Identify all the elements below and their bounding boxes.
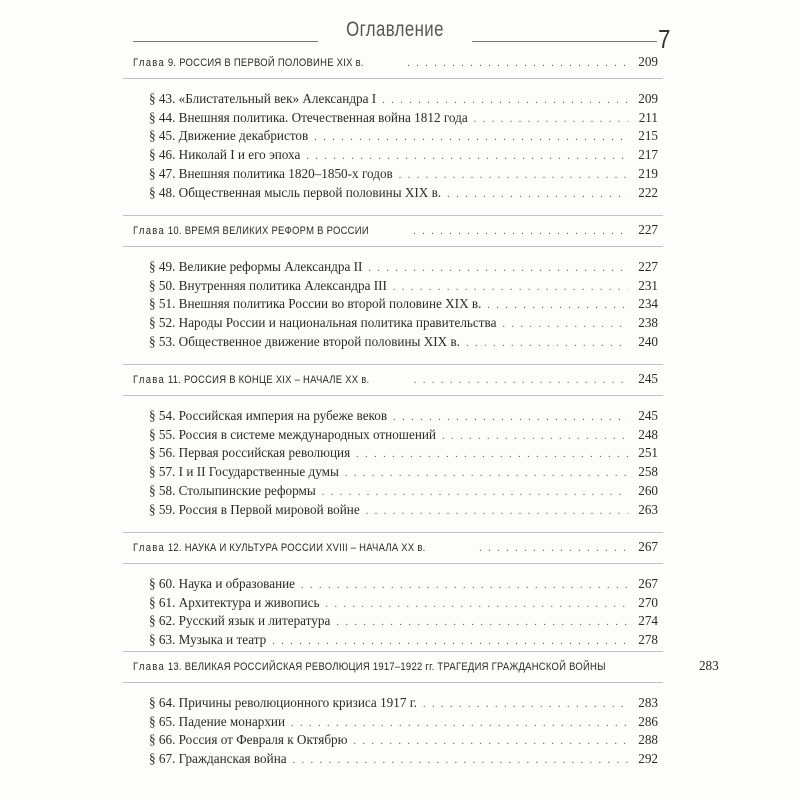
dot-leader (414, 375, 628, 386)
toc-entry[interactable] (149, 166, 658, 184)
dot-leader (393, 412, 628, 423)
entry-page: 263 (638, 501, 658, 517)
chapter-divider (123, 682, 663, 683)
entry-title: § 62. Русский язык и литература (149, 613, 331, 629)
dot-leader (382, 95, 628, 106)
chapter-divider (123, 78, 663, 79)
entry-title: § 53. Общественное движение второй половины XIX в. (149, 333, 460, 349)
entry-title: § 50. Внутренняя политика Александра III (149, 277, 387, 293)
dot-leader (466, 338, 628, 349)
entry-page: 278 (638, 632, 658, 648)
dot-leader (336, 617, 628, 628)
chapter-prefix: Глава (133, 542, 166, 554)
entry-page: 270 (638, 594, 658, 610)
toc-entry[interactable] (149, 427, 658, 445)
toc-entry[interactable] (149, 445, 658, 463)
chapter-title (133, 661, 606, 673)
dot-leader (345, 468, 628, 479)
entry-page: 238 (638, 315, 658, 331)
toc-entry[interactable] (149, 128, 658, 146)
chapter-prefix: Глава (133, 661, 166, 673)
dot-leader (393, 282, 628, 293)
entry-title: § 59. Россия в Первой мировой войне (149, 501, 360, 517)
entry-page: 251 (638, 445, 658, 461)
dot-leader (487, 300, 628, 311)
entry-page: 258 (638, 464, 658, 480)
chapter-heading[interactable] (133, 371, 658, 389)
chapter-name: 10. ВРЕМЯ ВЕЛИКИХ РЕФОРМ В РОССИИ (167, 225, 369, 237)
dot-leader (314, 132, 628, 143)
chapter-heading[interactable] (133, 54, 658, 72)
toc-entry[interactable] (149, 483, 658, 501)
toc-entry[interactable] (149, 595, 658, 613)
entry-page: 260 (638, 482, 658, 498)
entry-title: § 44. Внешняя политика. Отечественная война 1812 года (149, 109, 468, 125)
chapter-title (133, 542, 426, 554)
toc-entry[interactable] (149, 334, 658, 352)
chapter-divider (123, 246, 663, 247)
dot-leader (479, 543, 628, 554)
dot-leader (399, 170, 628, 181)
toc-entry[interactable] (149, 259, 658, 277)
page-number: 7 (658, 24, 671, 54)
chapter-title (133, 57, 364, 69)
chapter-title (133, 374, 369, 386)
toc-entry[interactable] (149, 278, 658, 296)
chapter-divider (123, 364, 663, 365)
entry-title: § 54. Российская империя на рубеже веков (149, 408, 388, 423)
chapter-prefix: Глава (133, 57, 166, 69)
chapter-prefix: Глава (133, 225, 166, 237)
entry-page: 267 (638, 576, 658, 591)
chapter-page: 227 (638, 222, 658, 237)
toc-entry[interactable] (149, 613, 658, 631)
dot-leader (366, 506, 628, 517)
dot-leader (322, 487, 628, 498)
entry-page: 231 (638, 277, 658, 293)
entry-title: § 60. Наука и образование (149, 576, 296, 591)
toc-entry[interactable] (149, 576, 658, 594)
entry-title: § 56. Первая российская революция (149, 445, 351, 461)
chapter-page: 245 (638, 371, 658, 386)
dot-leader (423, 699, 628, 710)
entry-title: § 51. Внешняя политика России во второй половине XIX в. (149, 296, 482, 312)
entry-title: § 57. I и II Государственные думы (149, 464, 339, 480)
chapter-divider (123, 395, 663, 396)
chapter-name: 12. НАУКА И КУЛЬТУРА РОССИИ XVIII – НАЧАЛА XX в. (167, 542, 426, 554)
header-rule-right (472, 41, 657, 42)
chapter-name: 11. РОССИЯ В КОНЦЕ XIX – НАЧАЛЕ XX в. (167, 374, 370, 386)
dot-leader (272, 636, 628, 647)
dot-leader (474, 114, 628, 125)
dot-leader (353, 736, 628, 747)
chapter-title (133, 225, 369, 237)
entry-title: § 48. Общественная мысль первой половины XIX в. (149, 184, 442, 200)
entry-page: 227 (638, 259, 658, 274)
toc-entry[interactable] (149, 296, 658, 314)
dot-leader (447, 189, 628, 200)
dot-leader (293, 755, 628, 766)
toc-entry[interactable] (149, 185, 658, 203)
dot-leader (291, 718, 628, 729)
entry-page: 222 (638, 184, 658, 200)
entry-title: § 67. Гражданская война (149, 751, 287, 767)
entry-page: 211 (638, 109, 658, 125)
toc-entry[interactable] (149, 464, 658, 482)
entry-title: § 66. Россия от Февраля к Октябрю (149, 732, 348, 748)
entry-title: § 55. Россия в системе международных отношений (149, 426, 436, 442)
dot-leader (407, 58, 628, 69)
chapter-divider (123, 651, 663, 652)
entry-page: 274 (638, 613, 658, 629)
chapter-divider (123, 532, 663, 533)
entry-page: 219 (638, 165, 658, 181)
toc-entry[interactable] (149, 315, 658, 333)
entry-page: 245 (638, 408, 658, 423)
entry-title: § 46. Николай I и его эпоха (149, 147, 301, 163)
dot-leader (502, 319, 628, 330)
chapter-divider (123, 215, 663, 216)
chapter-prefix: Глава (133, 374, 166, 386)
entry-title: § 43. «Блистательный век» Александра I (149, 91, 377, 106)
entry-page: 248 (638, 426, 658, 442)
chapter-heading[interactable] (133, 658, 719, 676)
entry-title: § 58. Столыпинские реформы (149, 482, 316, 498)
toc-entry[interactable] (149, 91, 658, 109)
chapter-page: 209 (638, 54, 658, 69)
entry-page: 286 (638, 713, 658, 729)
entry-page: 234 (638, 296, 658, 312)
page-title: Оглавление (346, 18, 444, 41)
entry-title: § 45. Движение декабристов (149, 128, 309, 144)
entry-title: § 52. Народы России и национальная политика правительства (149, 315, 497, 331)
chapter-name: 13. ВЕЛИКАЯ РОССИЙСКАЯ РЕВОЛЮЦИЯ 1917–1922 гг. ТРАГЕДИЯ ГРАЖДАНСКОЙ ВОЙНЫ (167, 661, 606, 673)
chapter-page: 267 (638, 539, 658, 554)
toc-entry[interactable] (149, 732, 658, 750)
dot-leader (368, 263, 628, 274)
entry-page: 209 (638, 91, 658, 106)
toc-entry[interactable] (149, 110, 658, 128)
entry-title: § 64. Причины революционного кризиса 1917 г. (149, 695, 417, 710)
entry-page: 217 (638, 147, 658, 163)
entry-title: § 47. Внешняя политика 1820–1850-х годов (149, 165, 393, 181)
toc-entry[interactable] (149, 147, 658, 165)
page-header (133, 18, 657, 48)
toc-entry[interactable] (149, 714, 658, 732)
dot-leader (442, 431, 628, 442)
chapter-name: 9. РОССИЯ В ПЕРВОЙ ПОЛОВИНЕ XIX в. (167, 57, 364, 69)
chapter-heading[interactable] (133, 539, 658, 557)
chapter-divider (123, 563, 663, 564)
entry-title: § 61. Архитектура и живопись (149, 594, 320, 610)
entry-page: 288 (638, 732, 658, 748)
toc-entry[interactable] (149, 751, 658, 769)
dot-leader (413, 226, 628, 237)
toc-entry[interactable] (149, 408, 658, 426)
entry-page: 283 (638, 695, 658, 710)
toc-entry[interactable] (149, 632, 658, 650)
toc-entry[interactable] (149, 695, 658, 713)
dot-leader (306, 151, 628, 162)
chapter-heading[interactable] (133, 222, 658, 240)
entry-page: 292 (638, 751, 658, 767)
toc-entry[interactable] (149, 502, 658, 520)
entry-title: § 65. Падение монархии (149, 713, 286, 729)
entry-title: § 49. Великие реформы Александра II (149, 259, 363, 274)
entry-page: 240 (638, 333, 658, 349)
chapter-page: 283 (698, 658, 719, 673)
dot-leader (301, 580, 628, 591)
entry-page: 215 (638, 128, 658, 144)
dot-leader (325, 599, 628, 610)
entry-title: § 63. Музыка и театр (149, 632, 267, 648)
dot-leader (356, 449, 628, 460)
